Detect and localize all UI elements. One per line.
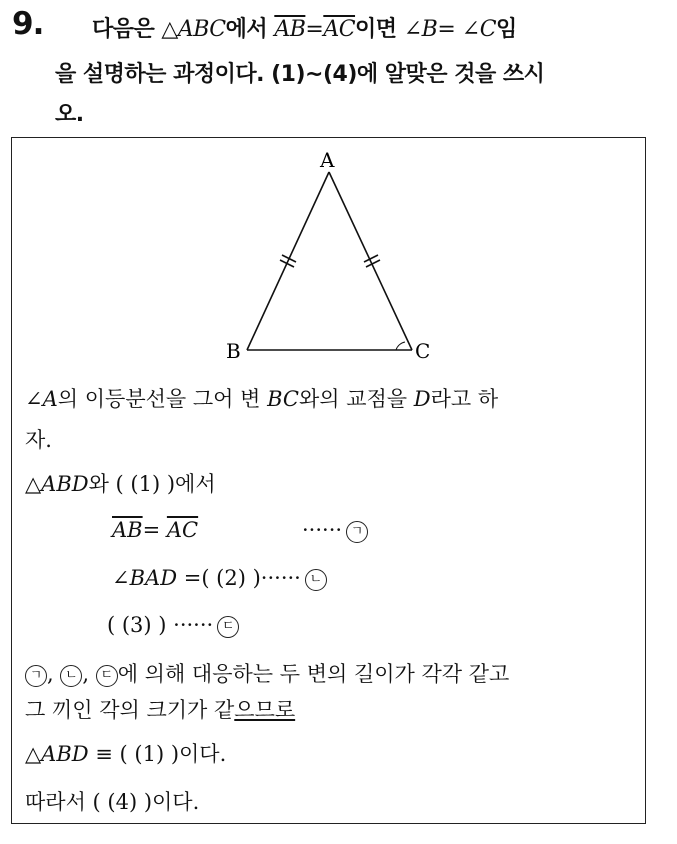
math-ab: $\overline{AB}$ [112,518,143,542]
triangle-symbol: △ [25,742,42,766]
circled-marker-1: ㄱ [25,665,47,687]
equals-sign: = [142,518,167,542]
vertex-label-b: B [226,339,241,363]
dots: ······ [302,518,343,542]
equals-sign: = [437,17,462,42]
tick-mark [280,260,294,267]
question-line-1 [92,12,517,43]
math-c: C [479,17,497,42]
equals-sign: = [305,17,324,42]
math-b: B [421,17,438,42]
proof-line-9 [25,738,226,768]
angle-symbol: ∠ [25,387,43,411]
math-bc: BC [267,387,299,411]
proof-text: 와 ( (1) )에서 [88,472,216,496]
proof-text: 에 의해 대응하는 두 변의 길이가 각각 같고 [117,662,510,686]
question-line-2: 을 설명하는 과정이다. (1)~(4)에 알맞은 것을 쓰시 [55,62,545,87]
math-abd: ABD [41,472,89,496]
question-line-3: 오. [55,102,84,127]
triangle-symbol: △ [161,17,178,42]
circled-marker-3: ㄷ [96,665,118,687]
proof-line-6 [107,613,239,638]
circled-marker-3: ㄷ [217,616,239,638]
math-abc: ABC [177,17,226,42]
proof-text: 의 이등분선을 그어 변 [57,387,268,411]
question-text: 임 [496,17,517,42]
vertex-label-a: A [320,148,335,172]
angle-arc [396,342,405,350]
angle-symbol: ∠ [112,566,130,590]
circled-marker-1: ㄱ [346,521,368,543]
question-text: 에서 [225,17,275,42]
question-number: 9. [12,6,44,42]
angle-symbol: ∠ [403,17,422,42]
math-a: A [42,387,58,411]
proof-line-10: 따라서 ( (4) )이다. [25,790,200,814]
proof-line-4-marker [302,518,368,543]
math-d: D [413,387,431,411]
tick-mark [282,255,296,262]
proof-line-4 [112,518,198,542]
question-text: 다음은 [92,17,162,42]
side-ab [247,172,329,350]
vertex-label-c: C [415,339,431,363]
side-ac [329,172,412,350]
underlined-text: 으므로 [234,698,296,722]
proof-line-3 [25,468,216,498]
proof-line-5 [112,566,327,591]
triangle-symbol: △ [25,472,42,496]
proof-text: ≡ ( (1) )이다. [88,742,227,766]
math-ac: $\overline{AC}$ [323,17,356,42]
proof-text: 라고 하 [430,387,499,411]
circled-marker-2: ㄴ [60,665,82,687]
circled-marker-2: ㄴ [305,569,327,591]
math-ac: $\overline{AC}$ [166,518,199,542]
proof-text: 와의 교점을 [298,387,414,411]
proof-text: 그 끼인 각의 크기가 같 [25,698,235,722]
proof-text: ( (3) ) ······ [107,613,214,637]
proof-line-1 [25,383,498,413]
proof-box [11,137,646,824]
triangle-figure [12,138,644,368]
question-text: 이면 [355,17,404,42]
proof-line-8 [25,694,295,724]
proof-text: =( (2) )······ [177,566,301,590]
math-abd: ABD [41,742,89,766]
proof-line-2: 자. [25,428,52,452]
math-bad: BAD [129,566,178,590]
proof-line-7: ㄱ , ㄴ , ㄷ 에 의해 대응하는 두 변의 길이가 각각 같고 [25,658,509,688]
math-ab: $\overline{AB}$ [274,17,306,42]
angle-symbol: ∠ [461,17,480,42]
